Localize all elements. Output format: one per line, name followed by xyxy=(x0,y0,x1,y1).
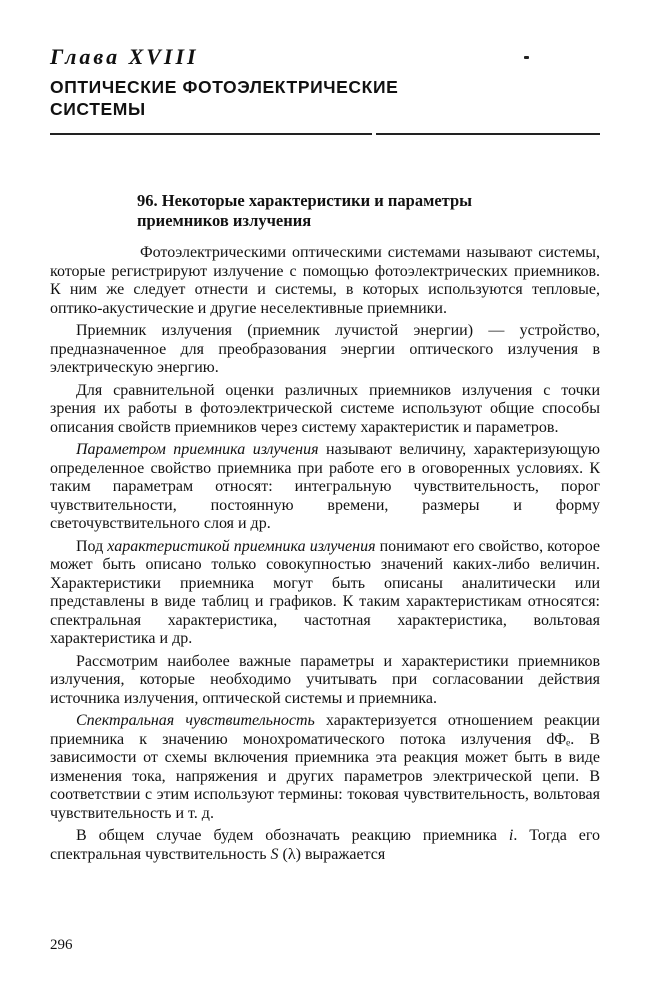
term-parameter: Параметром приемника излучения xyxy=(76,441,319,458)
body-text xyxy=(50,244,600,864)
section-heading-line-2: приемников излучения xyxy=(137,211,312,230)
symbol-S: S xyxy=(270,845,279,863)
chapter-title-line-1: ОПТИЧЕСКИЕ ФОТОЭЛЕКТРИЧЕСКИЕ xyxy=(50,77,399,97)
symbol-i: i xyxy=(508,827,514,844)
chapter-rule-left xyxy=(50,133,372,135)
chapter-title xyxy=(50,76,470,120)
term-characteristic: характеристикой приемника излучения xyxy=(107,537,376,555)
paragraph-8-text-a: . Тогда его спектральная чувствительность xyxy=(50,827,601,863)
paragraph-7 xyxy=(50,712,600,823)
page-number: 296 xyxy=(50,937,73,953)
paragraph-7-text-b: . В зависимости от схемы включения приемника эта реакция может быть в виде изменения тока, напряжения и других параметров электрической цепи. В соответствии с этим используют термины: токовая чувствительность, вольтовая чувствительность и т. д. xyxy=(50,730,601,822)
flux-symbol: dΦₑ xyxy=(546,730,571,748)
chapter-title-line-2: СИСТЕМЫ xyxy=(50,99,146,119)
paragraph-8-lead: В общем случае будем обозначать реакцию приемника xyxy=(76,827,509,844)
paragraph-6: Рассмотрим наиболее важные параметры и характеристики приемников излучения, которые необходимо учитывать при согласовании действия источника излучения, оптической системы и приемника. xyxy=(50,652,600,707)
paragraph-3: Для сравнительной оценки различных приемников излучения с точки зрения их работы в фотоэлектрической системе используют общие способы описания свойств приемников через систему характеристик и параметров. xyxy=(50,381,600,436)
section-heading-line-1: 96. Некоторые характеристики и параметры xyxy=(137,191,473,210)
paragraph-2: Приемник излучения (приемник лучистой энергии) — устройство, предназначенное для преобразования энергии оптического излучения в электрическую энергию. xyxy=(50,322,600,376)
paragraph-4 xyxy=(50,441,600,534)
print-dot-mark xyxy=(524,56,529,59)
section-heading xyxy=(137,191,577,231)
term-spectral-sensitivity: Спектральная чувствительность xyxy=(76,712,315,729)
paragraph-8 xyxy=(50,827,600,864)
paragraph-5-lead: Под xyxy=(76,537,108,555)
paragraph-7-text-a: характеризуется отношением реакции приемника к значению монохроматического потока излучения xyxy=(50,712,600,748)
paragraph-1: Фотоэлектрическими оптическими системами называют системы, которые регистрируют излучение с помощью фотоэлектрических приемников. К ним же следует отнести и системы, в которых используются тепловые, оптико-акустические и другие неселективные приемники. xyxy=(50,244,600,317)
paragraph-5-text: понимают его свойство, которое может быть описано только совокупностью значений каких-либо величин. Характеристики приемника могут быть описаны аналитически или представлены в виде таблиц и графиков. К таким характеристикам относятся: спектральная характеристика, частотная характеристика, вольтовая характеристика и др. xyxy=(50,537,601,647)
paragraph-5 xyxy=(50,538,600,649)
paragraph-4-text: называют величину, характеризующую определенное свойство приемника при работе его в оговоренных условиях. К таким параметрам относят: интегральную чувствительность, порог чувствительности, постоянную времени, размеры и форму светочувствительного слоя и др. xyxy=(50,441,601,532)
chapter-rule-right xyxy=(376,133,600,135)
chapter-label: Глава XVIII xyxy=(50,44,199,69)
paragraph-8-text-b: выражается xyxy=(300,845,386,863)
symbol-lambda: (λ) xyxy=(278,845,301,863)
